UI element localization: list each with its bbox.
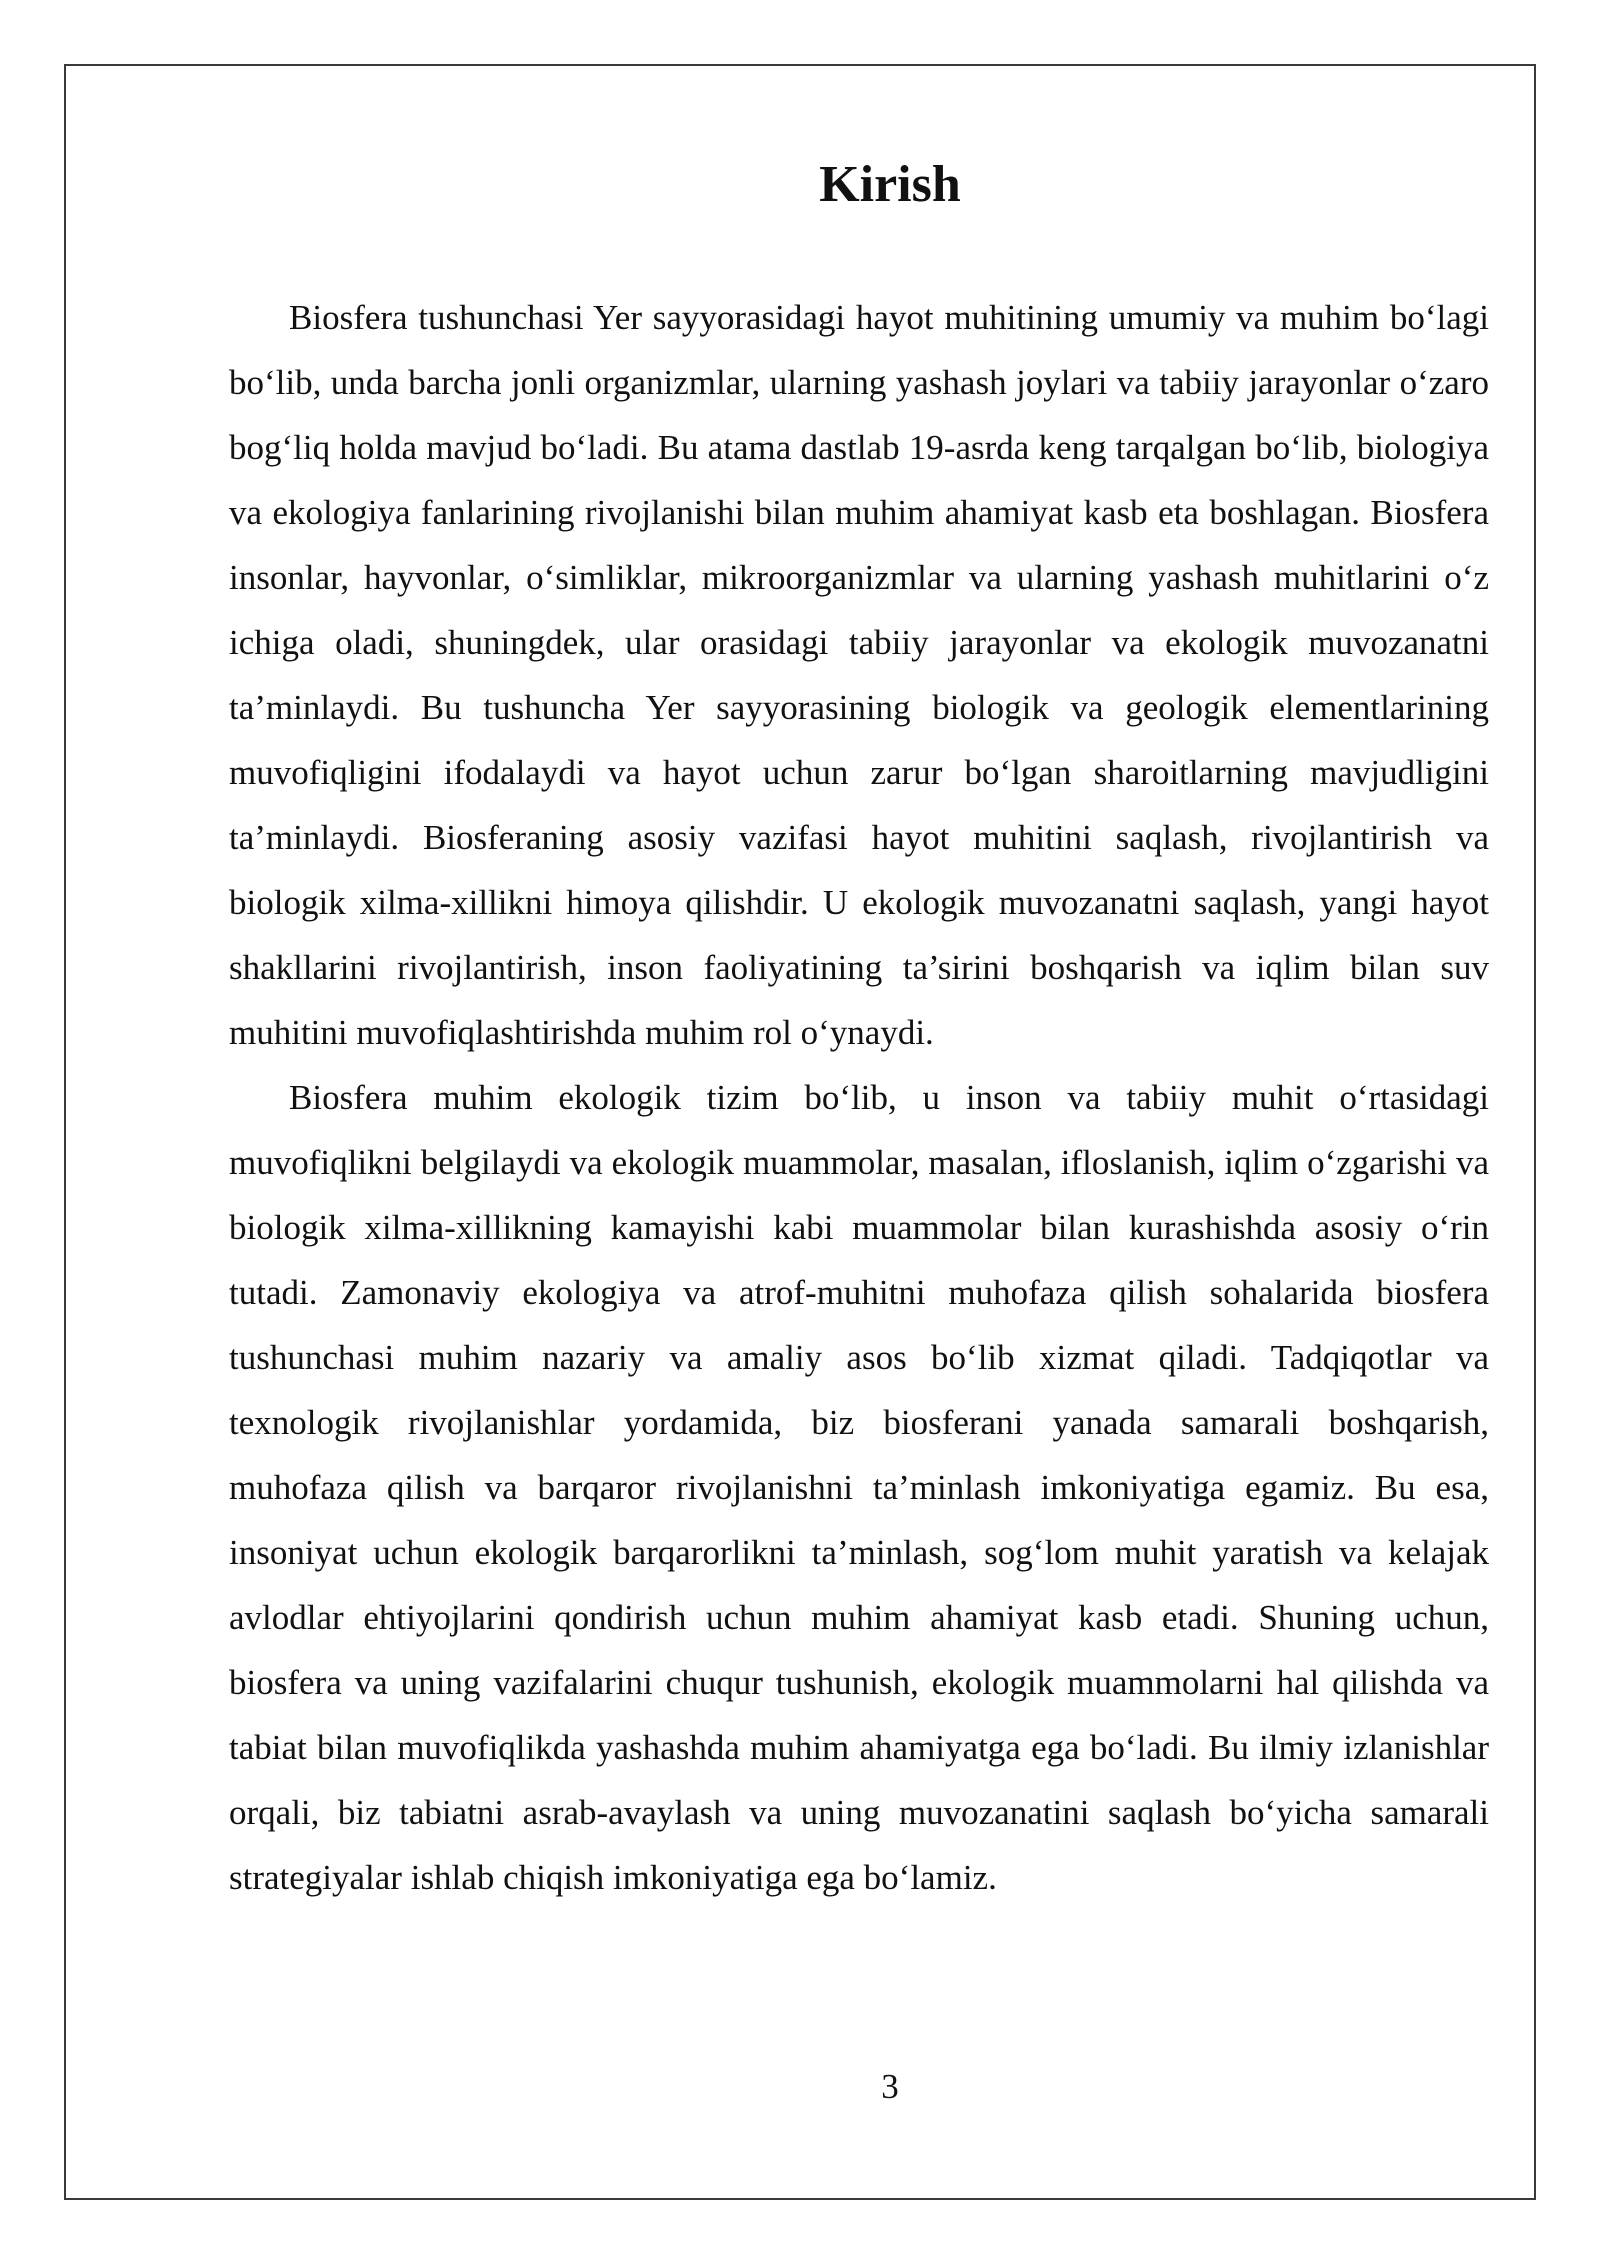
paragraph-2: Biosfera muhim ekologik tizim bo‘lib, u inson va tabiiy muhit o‘rtasidagi muvofiqlikni belgilaydi va ekologik muammolar, masalan, ifloslanish, iqlim o‘zgarishi va biologik xilma-xillikning kamayishi kabi muammolar bilan kurashishda asosiy o‘rin tutadi. Zamonaviy ekologiya va atrof-muhitni muhofaza qilish sohalarida biosfera tushunchasi muhim nazariy va amaliy asos bo‘lib xizmat qiladi. Tadqiqotlar va texnologik rivojlanishlar yordamida, biz biosferani yanada samarali boshqarish, muhofaza qilish va barqaror rivojlanishni ta’minlash imkoniyatiga egamiz. Bu esa, insoniyat uchun ekologik barqarorlikni ta’minlash, sog‘lom muhit yaratish va kelajak avlodlar ehtiyojlarini qondirish uchun muhim ahamiyat kasb etadi. Shuning uchun, biosfera va uning vazifalarini chuqur tushunish, ekologik muammolarni hal qilishda va tabiat bilan muvofiqlikda yashashda muhim ahamiyatga ega bo‘ladi. Bu ilmiy izlanishlar orqali, biz tabiatni asrab-avaylash va uning muvozanatini saqlash bo‘yicha samarali strategiyalar ishlab chiqish imkoniyatiga ega bo‘lamiz. [229, 1078, 1489, 1897]
page-number: 3 [881, 2067, 899, 2106]
body-text [229, 285, 1489, 1910]
page-title: Kirish [819, 156, 961, 213]
paragraph-1: Biosfera tushunchasi Yer sayyorasidagi hayot muhitining umumiy va muhim bo‘lagi bo‘lib, unda barcha jonli organizmlar, ularning yashash joylari va tabiiy jarayonlar o‘zaro bog‘liq holda mavjud bo‘ladi. Bu atama dastlab 19-asrda keng tarqalgan bo‘lib, biologiya va ekologiya fanlarining rivojlanishi bilan muhim ahamiyat kasb eta boshlagan. Biosfera insonlar, hayvonlar, o‘simliklar, mikroorganizmlar va ularning yashash muhitlarini o‘z ichiga oladi, shuningdek, ular orasidagi tabiiy jarayonlar va ekologik muvozanatni ta’minlaydi. Bu tushuncha Yer sayyorasining biologik va geologik elementlarining muvofiqligini ifodalaydi va hayot uchun zarur bo‘lgan sharoitlarning mavjudligini ta’minlaydi. Biosferaning asosiy vazifasi hayot muhitini saqlash, rivojlantirish va biologik xilma-xillikni himoya qilishdir. U ekologik muvozanatni saqlash, yangi hayot shakllarini rivojlantirish, inson faoliyatining ta’sirini boshqarish va iqlim bilan suv muhitini muvofiqlashtirishda muhim rol o‘ynaydi. [229, 298, 1489, 1052]
